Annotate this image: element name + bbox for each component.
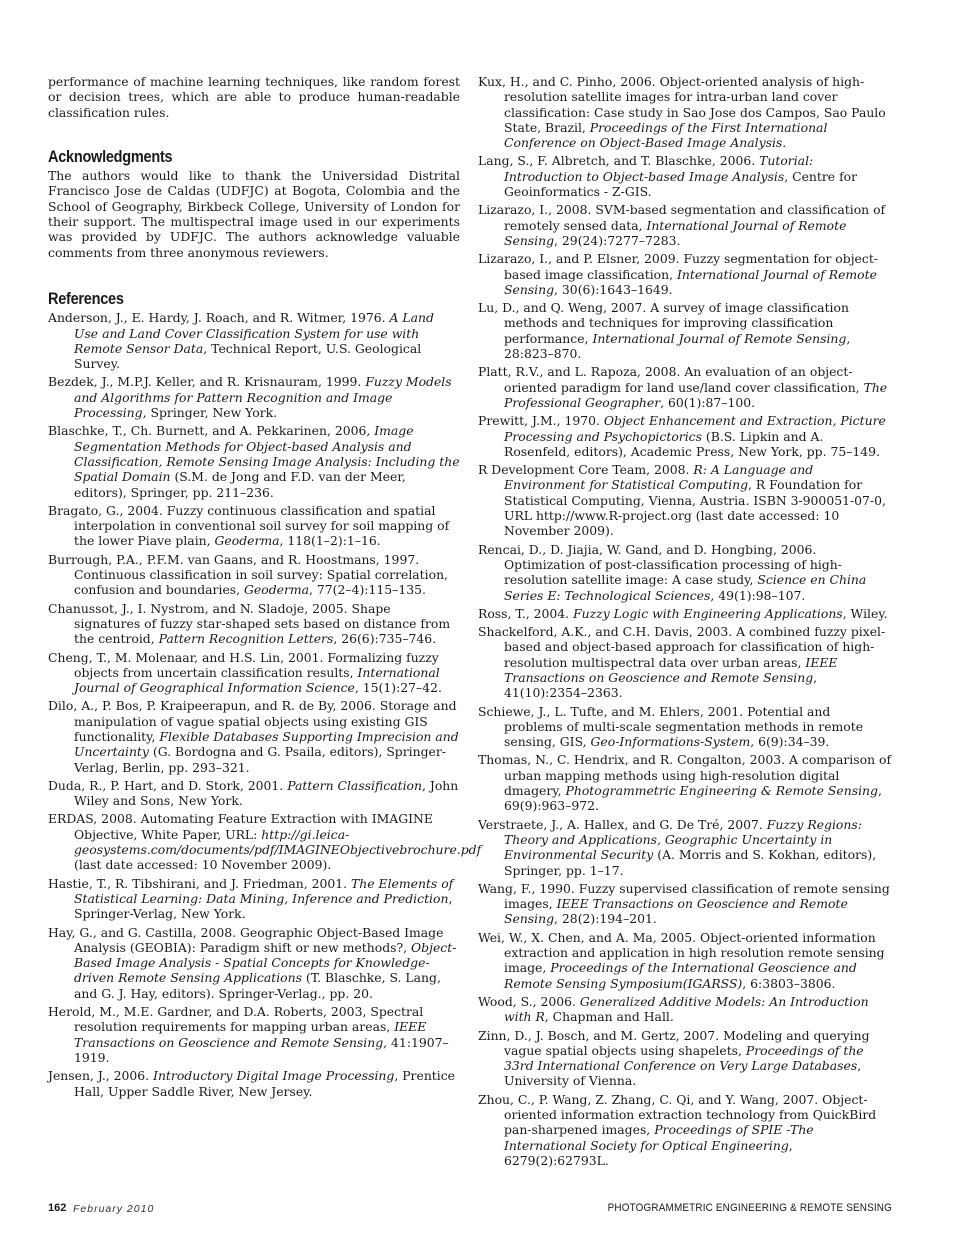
references-list-left (48, 310, 482, 1099)
reference-details: , 41:1907–1919. (74, 1034, 449, 1065)
reference-details: , 30(6):1643–1649. (554, 281, 673, 297)
reference-title: Geoderma (214, 533, 280, 549)
reference-entry (48, 811, 482, 873)
reference-text: Verstraete, J., A. Hallex, and G. De Tré, 2007. (478, 816, 767, 832)
reference-text: Kux, H., and C. Pinho, 2006. Object-oriented analysis of high-resolution satellite images for intra-urban land cover classification: Case study in Sao Jose dos Campos, Sao Paulo State, Brazil, (478, 74, 886, 135)
reference-entry (478, 1028, 892, 1089)
reference-title: IEEE Transactions on Geoscience and Remote Sensing (504, 654, 838, 685)
reference-title: Fuzzy Models and Algorithms for Pattern Recognition and Image Processing (74, 374, 452, 421)
reference-text: Lu, D., and Q. Weng, 2007. A survey of image classification methods and techniques for improving classification performance, (478, 300, 849, 346)
reference-details: , Centre for Geoinformatics - Z-GIS. (504, 168, 858, 200)
reference-entry (48, 778, 460, 809)
reference-title: Geoderma (244, 582, 310, 598)
reference-details: , John Wiley and Sons, New York. (74, 777, 459, 809)
reference-entry (48, 552, 460, 598)
page-number: 162 (48, 1202, 67, 1214)
reference-details: , 118(1–2):1–16. (279, 533, 381, 549)
reference-title: Introductory Digital Image Processing (153, 1068, 395, 1084)
reference-text: Burrough, P.A., P.F.M. van Gaans, and R. Hoostmans, 1997. Continuous classification in soil survey: Spatial correlation, confusion and boundaries, (48, 551, 449, 598)
reference-text: Dilo, A., P. Bos, P. Kraipeerapun, and R. de By, 2006. Storage and manipulation of vague spatial objects using existing GIS functionality, (48, 698, 457, 744)
reference-details: , 28:823–870. (504, 330, 851, 362)
reference-text: Bezdek, J., M.P.J. Keller, and R. Krisnauram, 1999. (48, 374, 366, 390)
reference-text: Wei, W., X. Chen, and A. Ma, 2005. Object-oriented information extraction and application in high resolution remote sensing image, (478, 929, 885, 976)
reference-entry (48, 698, 460, 774)
reference-entry (478, 542, 892, 603)
reference-title: Proceedings of SPIE -The International Society for Optical Engineering (504, 1122, 814, 1153)
reference-title: International Journal of Remote Sensing (592, 330, 847, 346)
reference-details: , 6279(2):62793L. (504, 1137, 793, 1168)
issue-date: February 2010 (73, 1202, 155, 1215)
reference-title: Generalized Additive Models: An Introduction with R (504, 993, 869, 1025)
reference-text: Bragato, G., 2004. Fuzzy continuous classification and spatial interpolation in conventional soil survey for soil mapping of the lower Piave plain, (48, 502, 450, 549)
reference-details: , 77(2–4):115–135. (309, 582, 426, 598)
reference-details: , Springer-Verlag, New York. (74, 890, 453, 922)
reference-entry (478, 704, 892, 750)
reference-details: , 15(1):27–42. (354, 680, 442, 696)
right-column (478, 74, 892, 1171)
reference-text: Herold, M., M.E. Gardner, and D.A. Roberts, 2003, Spectral resolution requirements for mapping urban areas, (48, 1004, 424, 1035)
reference-text: Lizarazo, I., 2008. SVM-based segmentation and classification of remotely sensed data, (478, 202, 886, 233)
reference-details: , 49(1):98–107. (710, 587, 806, 603)
reference-details: (T. Blaschke, S. Lang, and G. J. Hay, editors). Springer-Verlag., pp. 20. (74, 970, 441, 1001)
reference-title: Proceedings of the International Geoscience and Remote Sensing Symposium(IGARSS) (504, 960, 857, 991)
reference-details: , Wiley. (842, 605, 888, 621)
reference-title: The Elements of Statistical Learning: Data Mining, Inference and Prediction (74, 875, 454, 906)
reference-entry (478, 153, 892, 199)
reference-entry (478, 606, 892, 621)
reference-text: Wood, S., 2006. (478, 993, 580, 1009)
reference-entry (48, 423, 460, 499)
reference-title: IEEE Transactions on Geoscience and Remote Sensing (74, 1019, 427, 1050)
reference-title: Proceedings of the First International Conference on Object-Based Image Analysis (504, 119, 828, 151)
reference-text: Anderson, J., E. Hardy, J. Roach, and R. Witmer, 1976. (48, 310, 390, 326)
reference-entry (478, 251, 892, 297)
reference-details: (last date accessed: 10 November 2009). (74, 857, 332, 873)
reference-text: Hay, G., and G. Castilla, 2008. Geographic Object-Based Image Analysis (GEOBIA): Paradigm shift or new methods?, (48, 924, 444, 955)
page-footer (48, 1202, 892, 1218)
reference-details: . (782, 135, 787, 151)
reference-text: Zhou, C., P. Wang, Z. Zhang, C. Qi, and Y. Wang, 2007. Object-oriented information extraction technology from QuickBird pan-sharpened images, (478, 1091, 877, 1138)
reference-text: Wang, F., 1990. Fuzzy supervised classification of remote sensing images, (478, 880, 890, 912)
reference-text: Rencai, D., D. Jiajia, W. Gand, and D. Hongbing, 2006. Optimization of post-classification processing of high-resolution satellite image: A case study, (478, 541, 842, 588)
reference-entry (478, 881, 892, 927)
reference-entry (478, 364, 892, 410)
reference-title: Geo-Informations-System (590, 734, 751, 750)
reference-details: , University of Vienna. (504, 1058, 862, 1089)
reference-details: , 60(1):87–100. (660, 394, 756, 410)
reference-details: (G. Bordogna and G. Psaila, editors), Springer-Verlag, Berlin, pp. 293–321. (74, 744, 446, 775)
reference-title: IEEE Transactions on Geoscience and Remote Sensing (504, 896, 848, 927)
reference-title: Object Enhancement and Extraction, Picture Processing and Psychopictorics (504, 413, 886, 444)
reference-details: (B.S. Lipkin and A. Rosenfeld, editors), Academic Press, New York, pp. 75–149. (504, 428, 881, 459)
reference-text: Lizarazo, I., and P. Elsner, 2009. Fuzzy segmentation for object-based image classification, (478, 251, 878, 282)
reference-entry (48, 310, 460, 371)
reference-details: , Springer, New York. (142, 405, 278, 421)
reference-entry (478, 74, 892, 150)
reference-text: Chanussot, J., I. Nystrom, and N. Sladoje, 2005. Shape signatures of fuzzy star-shaped sets based on distance from the centroid, (48, 600, 451, 647)
reference-text: Prewitt, J.M., 1970. (478, 413, 604, 429)
reference-title: Image Segmentation Methods for Object-based Analysis and Classification, Remote Sensing Image Analysis: Including the Spatial Domain (74, 423, 460, 485)
left-column (48, 74, 482, 1102)
reference-title: Tutorial: Introduction to Object-based Image Analysis (504, 153, 814, 184)
reference-entry (48, 650, 460, 696)
reference-title: R: A Language and Environment for Statistical Computing (504, 462, 814, 493)
reference-text: R Development Core Team, 2008. (478, 462, 694, 478)
reference-entry (478, 624, 892, 700)
reference-text: Shackelford, A.K., and C.H. Davis, 2003. A combined fuzzy pixel-based and object-based approach for classification of high-resolution multispectral data over urban areas, (478, 624, 886, 670)
reference-text: Jensen, J., 2006. (48, 1068, 154, 1084)
reference-title: Fuzzy Regions: Theory and Applications, Geographic Uncertainty in Environmental Security (504, 816, 862, 863)
reference-title: Object-Based Image Analysis - Spatial Concepts for Knowledge-driven Remote Sensing Applications (74, 939, 457, 986)
reference-text: Schiewe, J., L. Tufte, and M. Ehlers, 2001. Potential and problems of multi-scale segmentation methods in remote sensing, GIS, (478, 703, 864, 750)
reference-entry (48, 876, 460, 922)
reference-entry (48, 1068, 460, 1099)
acknowledgments-text: The authors would like to thank the Universidad Distrital Francisco Jose de Caldas (UDFJC) at Bogota, Colombia and the School of Geography, Birkbeck College, University of London for their support. The multispectral image used in our experiments was provided by UDFJC. The authors acknowledge valuable comments from three anonymous reviewers. (48, 168, 460, 260)
reference-text: Ross, T., 2004. (478, 605, 574, 621)
reference-entry (478, 462, 892, 538)
reference-text: Thomas, N., C. Hendrix, and R. Congalton, 2003. A comparison of urban mapping methods using high-resolution digital dmagery, (478, 752, 892, 799)
references-heading: References (48, 289, 124, 308)
reference-title: International Journal of Remote Sensing (504, 266, 877, 297)
reference-details: , Prentice Hall, Upper Saddle River, New Jersey. (74, 1068, 456, 1099)
reference-details: (A. Morris and S. Kokhan, editors), Springer, pp. 1–17. (504, 847, 877, 878)
reference-title: Proceedings of the 33rd International Conference on Very Large Databases (504, 1042, 864, 1074)
references-list-right (478, 74, 892, 1168)
reference-title: http://gi.leica-geosystems.com/documents/pdf/IMAGINEObjectivebrochure.pdf (74, 826, 482, 858)
reference-entry (48, 374, 460, 420)
reference-entry (478, 930, 892, 991)
reference-details: , Chapman and Hall. (544, 1009, 674, 1025)
reference-text: Hastie, T., R. Tibshirani, and J. Friedman, 2001. (48, 875, 352, 891)
reference-details: , Technical Report, U.S. Geological Survey. (74, 340, 422, 372)
reference-title: The Professional Geographer (504, 379, 888, 410)
journal-name: PHOTOGRAMMETRIC ENGINEERING & REMOTE SENSING (607, 1202, 892, 1214)
acknowledgments-heading: Acknowledgments (48, 147, 173, 166)
reference-entry (48, 925, 460, 1001)
reference-text: ERDAS, 2008. Automating Feature Extraction with IMAGINE Objective, White Paper, URL: (48, 811, 433, 842)
reference-entry (48, 601, 460, 647)
reference-title: Fuzzy Logic with Engineering Applications (573, 605, 843, 621)
reference-text: Blaschke, T., Ch. Burnett, and A. Pekkarinen, 2006, (48, 423, 375, 439)
reference-text: Platt, R.V., and L. Rapoza, 2008. An evaluation of an object-oriented paradigm for land use/land cover classification, (478, 364, 864, 395)
reference-details: , 26(6):735–746. (333, 631, 437, 647)
reference-entry (478, 752, 892, 813)
reference-title: A Land Use and Land Cover Classification System for use with Remote Sensor Data (74, 310, 434, 356)
intro-paragraph: performance of machine learning techniques, like random forest or decision trees, which are able to produce human-readable classification rules. (48, 74, 460, 120)
reference-entry (478, 994, 892, 1025)
reference-details: , R Foundation for Statistical Computing, Vienna, Austria. ISBN 3-900051-07-0, URL http://www.R-project.org (last date accessed: 10 November 2009). (504, 477, 886, 539)
reference-entry (478, 413, 892, 459)
reference-entry (478, 817, 892, 878)
reference-title: Flexible Databases Supporting Imprecision and Uncertainty (74, 728, 459, 760)
reference-text: Lang, S., F. Albretch, and T. Blaschke, 2006. (478, 153, 760, 169)
reference-title: International Journal of Geographical Information Science (74, 664, 440, 696)
reference-title: Science en China Series E: Technological Sciences (504, 572, 867, 603)
reference-details: , 69(9):963–972. (504, 783, 882, 814)
reference-entry (48, 1004, 460, 1065)
reference-details: , 6:3803–3806. (742, 975, 836, 991)
reference-text: Duda, R., P. Hart, and D. Stork, 2001. (48, 777, 288, 793)
reference-details: , 41(10):2354–2363. (504, 669, 818, 701)
reference-details: , 6(9):34–39. (750, 734, 830, 750)
reference-text: Cheng, T., M. Molenaar, and H.S. Lin, 2001. Formalizing fuzzy objects from uncertain classification results, (48, 649, 439, 680)
reference-entry (478, 202, 892, 248)
reference-entry (478, 1092, 892, 1168)
reference-entry (48, 503, 460, 549)
reference-details: (S.M. de Jong and F.D. van der Meer, editors), Springer, pp. 211–236. (74, 469, 406, 500)
reference-text: Zinn, D., J. Bosch, and M. Gertz, 2007. Modeling and querying vague spatial objects using shapelets, (478, 1027, 870, 1058)
reference-title: Photogrammetric Engineering & Remote Sensing (565, 783, 878, 799)
reference-entry (478, 300, 892, 361)
reference-details: , 28(2):194–201. (554, 911, 657, 927)
reference-title: International Journal of Remote Sensing (504, 217, 847, 248)
reference-details: , 29(24):7277–7283. (554, 232, 681, 248)
reference-title: Pattern Classification (287, 777, 422, 793)
reference-title: Pattern Recognition Letters (158, 631, 334, 647)
